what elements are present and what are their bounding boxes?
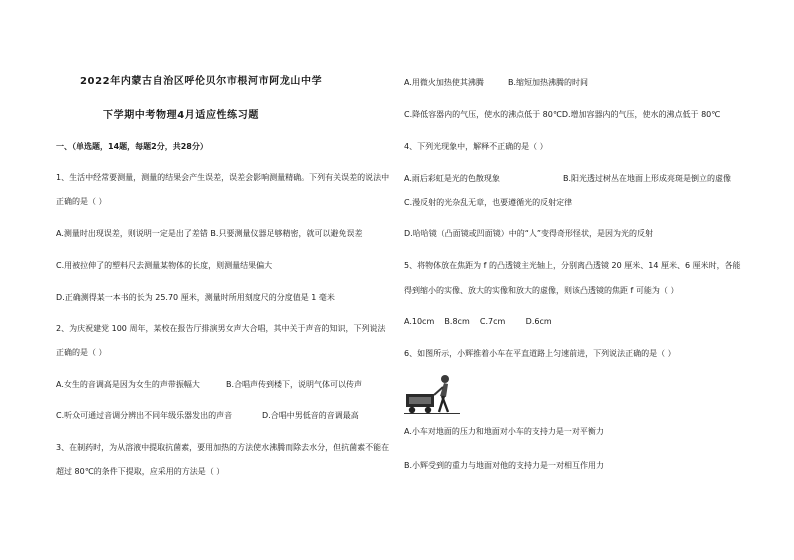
q2-option-b: B.合唱声传到楼下，说明气体可以传声 bbox=[226, 380, 363, 389]
q5-stem-line-1: 5、将物体放在焦距为 f 的凸透镜主光轴上，分别离凸透镜 20 厘米、14 厘米、6 厘米时，各能 bbox=[404, 261, 741, 270]
q2-stem-line-1: 2、为庆祝建党 100 周年，某校在报告厅排演男女声大合唱，其中关于声音的知识，下列说法 bbox=[56, 324, 386, 333]
q2-option-c: C.听众可通过音调分辨出不同年级乐器发出的声音 bbox=[56, 411, 233, 420]
boy-leg-front bbox=[439, 396, 444, 412]
q4-option-d: D.哈哈镜（凸面镜或凹面镜）中的“人”变得奇形怪状，是因为光的反射 bbox=[404, 229, 653, 238]
q3-option-b: B.缩短加热沸腾的时间 bbox=[508, 78, 589, 87]
cart-wheel-left bbox=[409, 407, 415, 413]
boy-head bbox=[441, 375, 449, 383]
q4-option-a: A.雨后彩虹是光的色散现象 bbox=[404, 174, 500, 183]
boy-pushing-cart-figure bbox=[404, 374, 460, 416]
q1-option-c: C.用被拉伸了的塑料尺去测量某物体的长度，则测量结果偏大 bbox=[56, 261, 273, 270]
q2-option-d: D.合唱中男低音的音调最高 bbox=[262, 411, 359, 420]
cart-wheel-right bbox=[425, 407, 431, 413]
q2-stem-line-2: 正确的是（ ） bbox=[56, 348, 107, 357]
q2-option-a: A.女生的音调高是因为女生的声带振幅大 bbox=[56, 380, 200, 389]
q3-stem-line-1: 3、在制药时，为从溶液中提取抗菌素，要用加热的方法使水沸腾而除去水分，但抗菌素不能在 bbox=[56, 443, 390, 452]
q1-option-ab: A.测量时出现误差，则说明一定是出了差错 B.只要测量仪器足够精密，就可以避免误差 bbox=[56, 229, 363, 238]
section-heading: 一、（单选题，14题，每题2分，共28分） bbox=[56, 142, 208, 151]
q4-stem: 4、下列光现象中，解释不正确的是（ ） bbox=[404, 142, 548, 151]
q3-option-cd: C.降低容器内的气压，使水的沸点低于 80℃D.增加容器内的气压，使水的沸点低于 80℃ bbox=[404, 110, 721, 119]
q6-option-a: A.小车对地面的压力和地面对小车的支持力是一对平衡力 bbox=[404, 427, 604, 436]
q4-option-b: B.阳光透过树丛在地面上形成亮斑是倒立的虚像 bbox=[563, 174, 732, 183]
q5-options: A.10cm B.8cm C.7cm D.6cm bbox=[404, 317, 552, 326]
q6-stem: 6、如图所示，小辉推着小车在平直道路上匀速前进，下列说法正确的是（ ） bbox=[404, 349, 676, 358]
q5-stem-line-2: 得到缩小的实像、放大的实像和放大的虚像，则该凸透镜的焦距 f 可能为（ ） bbox=[404, 286, 679, 295]
q4-option-c: C.漫反射的光杂乱无章，也要遵循光的反射定律 bbox=[404, 198, 573, 207]
q1-option-d: D.正确测得某一本书的长为 25.70 厘米，测量时所用刻度尺的分度值是 1 毫米 bbox=[56, 293, 335, 302]
exam-title-line-2: 下学期中考物理4月适应性练习题 bbox=[103, 110, 259, 121]
exam-title-line-1: 2022年内蒙古自治区呼伦贝尔市根河市阿龙山中学 bbox=[80, 76, 323, 87]
q6-option-b: B.小辉受到的重力与地面对他的支持力是一对相互作用力 bbox=[404, 461, 605, 470]
q3-option-a: A.用微火加热使其沸腾 bbox=[404, 78, 484, 87]
cart-panel bbox=[409, 397, 431, 404]
q3-stem-line-2: 超过 80℃的条件下提取，应采用的方法是（ ） bbox=[56, 467, 225, 476]
q1-stem-line-2: 正确的是（ ） bbox=[56, 197, 107, 206]
boy-torso bbox=[440, 383, 448, 397]
q1-stem-line-1: 1、生活中经常要测量，测量的结果会产生误差，误差会影响测量精确。下列有关误差的说法中 bbox=[56, 173, 390, 182]
